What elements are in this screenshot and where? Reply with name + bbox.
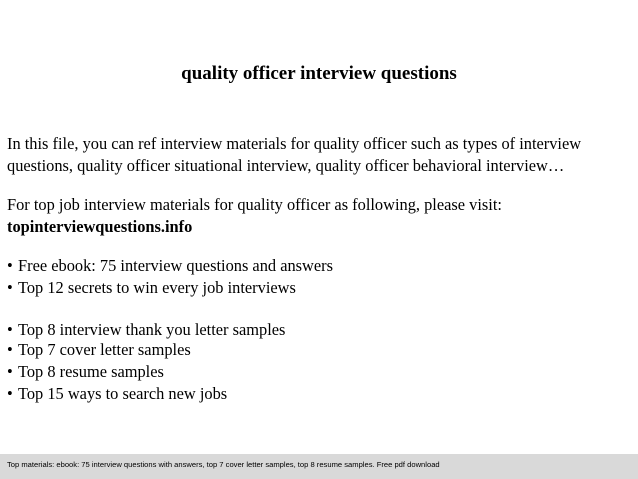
intro-line-2: questions, quality officer situational interview, quality officer behavioral interview…: [7, 155, 565, 175]
site-link[interactable]: topinterviewquestions.info: [7, 216, 193, 236]
footer-text: Top materials: ebook: 75 interview questions with answers, top 7 cover letter samples, top 8 resume samples. Free pdf download: [7, 460, 440, 469]
intro-paragraph: [7, 133, 635, 176]
bullet-icon: •: [7, 278, 13, 297]
list-item: [7, 339, 635, 361]
list-item: [7, 383, 635, 405]
bullet-icon: •: [7, 320, 13, 339]
bullet-list: [7, 319, 635, 405]
bullet-text: Top 8 resume samples: [18, 362, 164, 381]
slide-title: quality officer interview questions: [181, 63, 457, 84]
bullet-icon: •: [7, 362, 13, 381]
bullet-icon: •: [7, 256, 13, 275]
visit-text: For top job interview materials for quality officer as following, please visit:: [7, 195, 502, 214]
bullet-text: Top 15 ways to search new jobs: [18, 384, 228, 403]
visit-block: [7, 194, 635, 237]
list-item: [7, 361, 635, 383]
bullet-text: Free ebook: 75 interview questions and answers: [18, 256, 333, 275]
list-item: [7, 277, 635, 299]
bullet-icon: •: [7, 384, 13, 403]
list-item: [7, 319, 635, 339]
bullet-text: Top 8 interview thank you letter samples: [18, 320, 286, 339]
bullet-list: [7, 255, 635, 299]
list-item: [7, 255, 635, 277]
bullet-icon: •: [7, 340, 13, 359]
footer-bar: [0, 454, 638, 479]
bullet-text: Top 7 cover letter samples: [18, 340, 191, 359]
intro-line-1: In this file, you can ref interview materials for quality officer such as types of interview: [7, 134, 582, 153]
bullet-text: Top 12 secrets to win every job interviews: [18, 278, 296, 297]
